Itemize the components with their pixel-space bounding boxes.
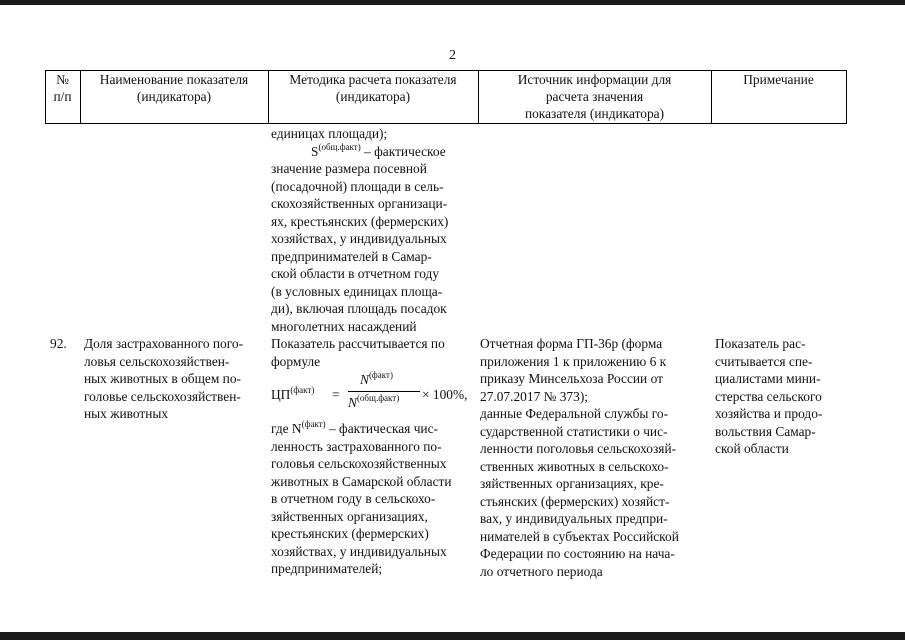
header-method: Методика расчета показателя (индикатора) [289, 72, 457, 104]
header-note: Примечание [743, 72, 814, 87]
method-intro: Показатель рассчитывается по формуле [271, 336, 445, 369]
note: Показатель рас- считывается спе- циалистами мини- стерства сельского хозяйства и продо- вольствия Самар- ской области [715, 336, 823, 456]
row-number: 92. [50, 336, 67, 351]
page-number: 2 [449, 48, 456, 63]
header-num: № п/п [53, 72, 72, 104]
continued-method-text: единицах площади); $S^{(общ.факт)}$ – фактическое значение размера посевной (посадочной) площади в сель- скохозяйственных организаци- ях, крестьянских (фермерских) хозяйствах, у индивидуальных предпринимателей в Самар- ской области в отчетном году (в условных единицах площа- ди), включая площадь посадок многолетних насаждений [271, 125, 476, 335]
method-definition: где $N^{(факт)}$ – фактическая чис- ленность застрахованного по- головья сельскохозяйственных животных в Самарской области в отчетном году в сельскохо- зяйственных организациях, крестьянских (фермерских) хозяйствах, у индивидуальных предпринимателей; [271, 419, 452, 576]
top-scan-border [0, 0, 905, 5]
header-name: Наименование показателя (индикатора) [99, 72, 249, 104]
fraction-bar [348, 391, 420, 392]
bottom-scan-border [0, 632, 905, 640]
header-bottom-border [45, 123, 847, 124]
header-source: Источник информации для расчета значения показателя (индикатора) [517, 72, 672, 121]
indicator-name: Доля застрахованного пого- ловья сельскохозяйствен- ных животных в общем по- головье сельскохозяйствен- ных животных [84, 336, 244, 421]
s-definition-line: $S^{(общ.факт)}$ – фактическое [311, 141, 446, 159]
col-border-right [846, 70, 847, 124]
source-info: Отчетная форма ГП-36р (форма приложения 1 к приложению 6 к приказу Минсельхоза России от 27.07.2017 № 373); данные Федеральной службы го- сударственной статистики о чис- ленности поголовья сельскохозяй- ственных животных в сельскохо- зяйственных организациях, кре- стьянских (фермерских) хозяйст- вах, у индивидуальных предпри- нимателей в субъектах Российской Федерации по состоянию на нача- ло отчетного периода [480, 336, 679, 579]
